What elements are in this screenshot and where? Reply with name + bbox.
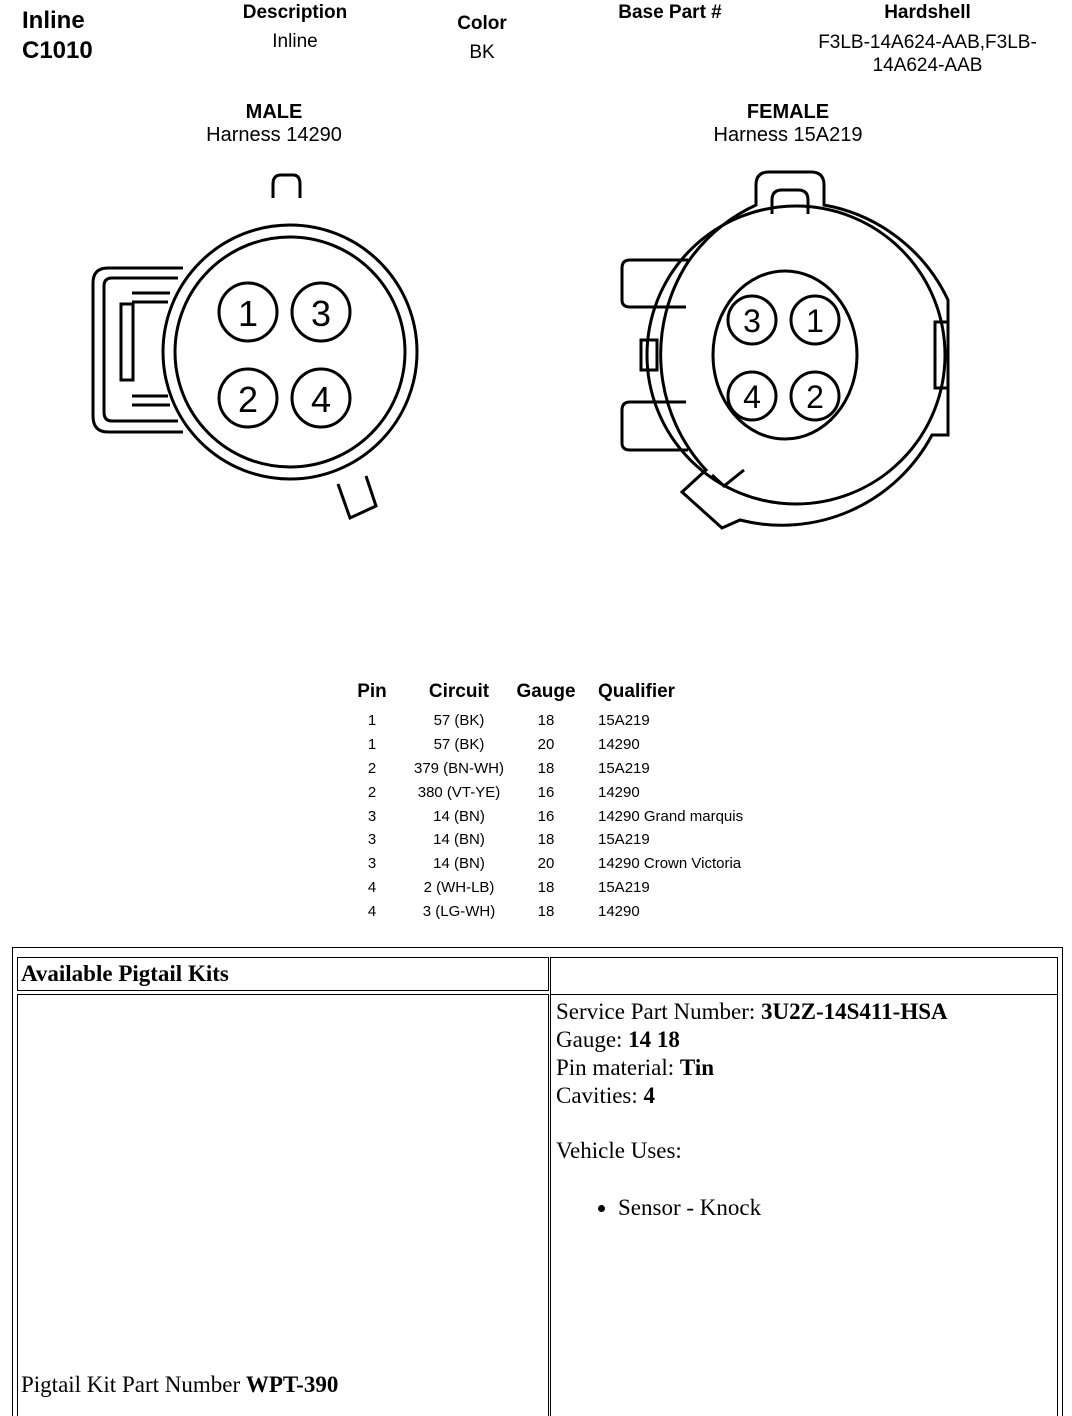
service-part-row [556,998,948,1026]
circuit-cell: 57 (BK) [433,736,485,754]
gauge-cell: 18 [537,878,555,896]
gauge-cell: 18 [537,831,555,849]
pigtail-heading-spacer [550,957,1058,995]
pin-material-label: Pin material: [556,1055,675,1080]
hardshell-value-line1: F3LB-14A624-AAB,F3LB- [818,32,1037,53]
description-label: Description [242,2,348,23]
qualifier-cell: 14290 Grand marquis [598,807,744,825]
pin-cell: 1 [367,712,377,730]
male-pin-3: 3 [310,293,332,334]
hardshell-value-line2: 14A624-AAB [872,55,983,76]
circuit-cell: 57 (BK) [433,712,485,730]
gauge-label: Gauge: [556,1027,623,1052]
circuit-cell: 14 (BN) [433,831,485,849]
gauge-cell: 16 [537,807,555,825]
female-pin-2: 2 [806,379,824,415]
male-harness: Harness 14290 [206,124,342,146]
table-row [340,899,768,923]
qualifier-cell: 15A219 [598,878,650,896]
vehicle-uses-label: Vehicle Uses: [556,1138,682,1163]
gauge-value: 14 18 [628,1027,680,1052]
female-inner-ring [647,206,945,504]
gauge-cell: 18 [537,712,555,730]
pin-table-header [340,681,768,709]
female-harness: Harness 15A219 [713,124,863,146]
pin-cell: 1 [367,736,377,754]
circuit-cell: 3 (LG-WH) [422,902,496,920]
gauge-cell: 18 [537,902,555,920]
cavities-label: Cavities: [556,1083,638,1108]
table-row [340,780,768,804]
qualifier-cell: 15A219 [598,831,650,849]
qualifier-cell: 14290 [598,783,640,801]
male-pin-2: 2 [237,379,259,420]
service-part-value: 3U2Z-14S411-HSA [761,999,948,1024]
connector-type: Inline [22,7,85,34]
description-value: Inline [272,31,318,52]
circuit-cell: 379 (BN-WH) [413,759,504,777]
circuit-cell: 14 (BN) [433,855,485,873]
table-row [340,852,768,876]
pigtail-info [556,998,948,1222]
pin-cell: 4 [367,878,377,896]
female-title: FEMALE [746,101,830,123]
qualifier-cell: 14290 [598,902,640,920]
circuit-cell: 380 (VT-YE) [417,783,501,801]
gauge-cell: 20 [537,736,555,754]
male-title: MALE [245,101,303,123]
pin-cell: 3 [367,831,377,849]
pigtail-image-cell [17,994,549,1416]
base-part-label: Base Part # [618,2,722,23]
kit-part-value: WPT-390 [245,1372,339,1397]
service-part-label: Service Part Number: [556,999,756,1024]
pin-cell: 4 [367,902,377,920]
pigtail-heading [17,957,549,991]
female-outer-housing [661,172,948,528]
table-row [340,733,768,757]
connector-id: C1010 [22,37,93,64]
col-circuit: Circuit [428,681,490,702]
col-qualifier: Qualifier [598,681,676,702]
qualifier-cell: 15A219 [598,712,650,730]
gauge-row [556,1026,948,1054]
col-gauge: Gauge [516,681,576,702]
vehicle-use-item: • Sensor - Knock [618,1194,948,1222]
circuit-cell: 14 (BN) [433,807,485,825]
cavities-row [556,1082,948,1110]
female-left-latch-top [622,260,688,307]
table-row [340,828,768,852]
table-row [340,757,768,781]
cavities-value: 4 [643,1083,656,1108]
female-pin-3: 3 [743,303,761,339]
pin-table [340,681,768,923]
female-left-stub [641,340,657,370]
table-row [340,876,768,900]
pin-cell: 3 [367,855,377,873]
hardshell-label: Hardshell [884,2,971,23]
color-label: Color [457,13,507,34]
circuit-cell: 2 (WH-LB) [423,878,495,896]
male-pin-1: 1 [237,293,259,334]
female-pin-4: 4 [743,379,761,415]
pigtail-heading-text: Available Pigtail Kits [21,961,229,986]
pin-cell: 3 [367,807,377,825]
qualifier-cell: 14290 [598,736,640,754]
table-row [340,709,768,733]
pin-cell: 2 [367,783,377,801]
col-pin: Pin [357,681,387,702]
color-value: BK [469,42,495,63]
female-pin-1: 1 [806,303,824,339]
kit-part-row [21,1372,338,1398]
qualifier-cell: 14290 Crown Victoria [598,855,742,873]
pin-material-value: Tin [679,1055,715,1080]
table-row [340,804,768,828]
kit-part-label: Pigtail Kit Part Number [21,1372,241,1397]
male-pin-4: 4 [310,379,332,420]
pin-cell: 2 [367,759,377,777]
qualifier-cell: 15A219 [598,759,650,777]
gauge-cell: 18 [537,759,555,777]
vehicle-uses-list [556,1194,948,1222]
pin-material-row [556,1054,948,1082]
gauge-cell: 20 [537,855,555,873]
female-connector-diagram [0,0,1072,700]
gauge-cell: 16 [537,783,555,801]
